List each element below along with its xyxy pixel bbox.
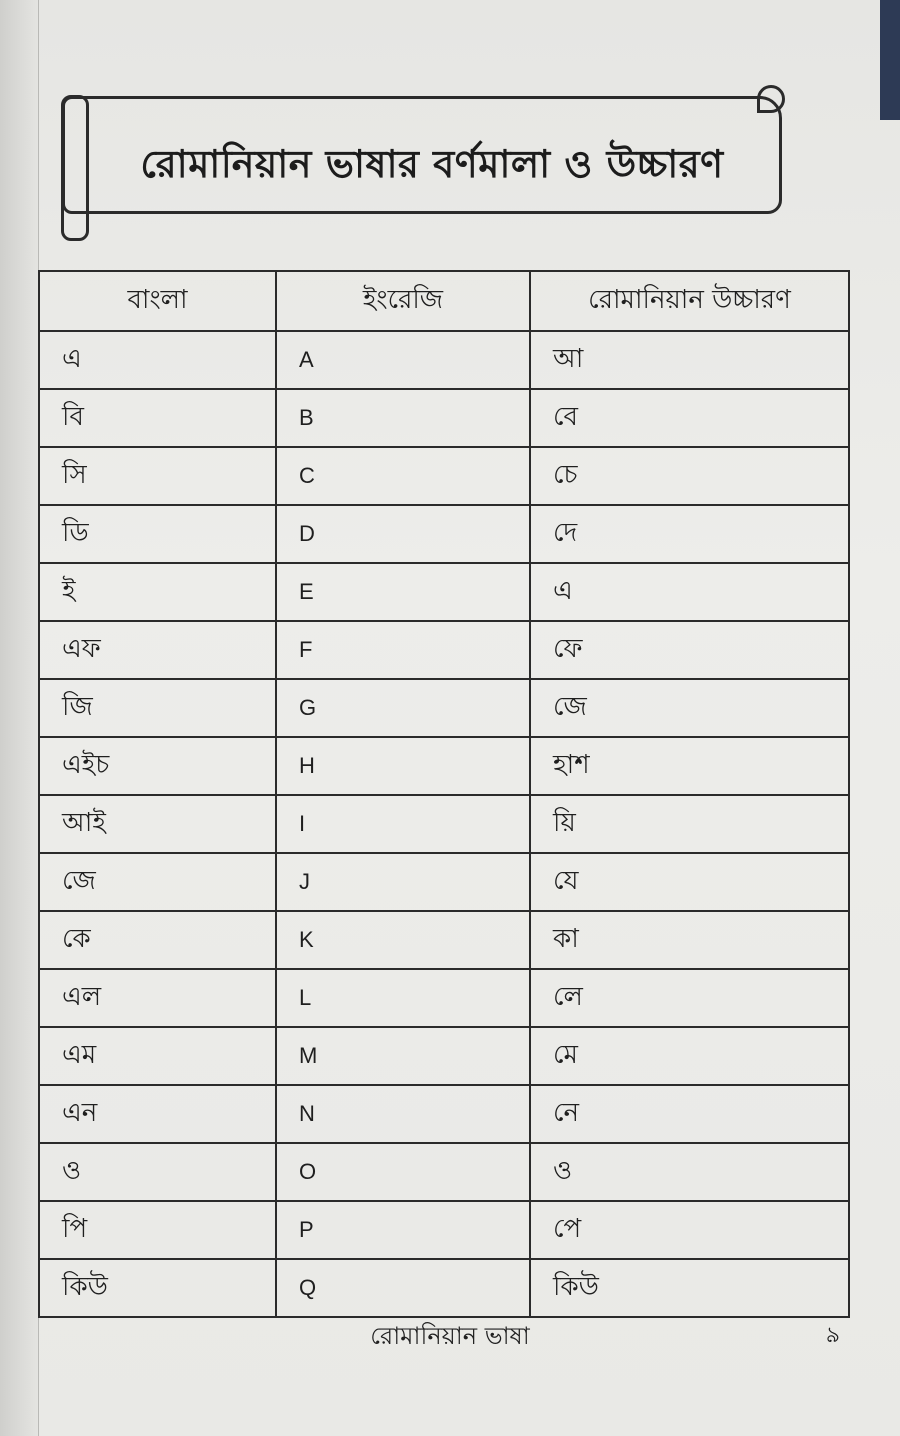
background-object xyxy=(880,0,900,120)
table-row xyxy=(39,1201,849,1259)
table-row xyxy=(39,621,849,679)
cell-english: E xyxy=(276,563,530,621)
cell-pronunciation: কা xyxy=(530,911,849,969)
cell-english: M xyxy=(276,1027,530,1085)
table-row xyxy=(39,1027,849,1085)
cell-english: C xyxy=(276,447,530,505)
cell-english: P xyxy=(276,1201,530,1259)
table-row xyxy=(39,679,849,737)
cell-english: I xyxy=(276,795,530,853)
cell-english: N xyxy=(276,1085,530,1143)
cell-pronunciation: লে xyxy=(530,969,849,1027)
cell-english: Q xyxy=(276,1259,530,1317)
cell-english: O xyxy=(276,1143,530,1201)
cell-bangla: জে xyxy=(39,853,276,911)
cell-english: G xyxy=(276,679,530,737)
cell-pronunciation: ফে xyxy=(530,621,849,679)
cell-bangla: জি xyxy=(39,679,276,737)
cell-english: D xyxy=(276,505,530,563)
cell-bangla: বি xyxy=(39,389,276,447)
title-banner xyxy=(62,96,782,214)
cell-pronunciation: এ xyxy=(530,563,849,621)
cell-pronunciation: যে xyxy=(530,853,849,911)
table-row xyxy=(39,389,849,447)
scroll-curl-left xyxy=(61,95,89,241)
table-row xyxy=(39,447,849,505)
cell-pronunciation: কিউ xyxy=(530,1259,849,1317)
table-row xyxy=(39,911,849,969)
cell-bangla: সি xyxy=(39,447,276,505)
header-bangla: বাংলা xyxy=(39,271,276,331)
cell-bangla: এফ xyxy=(39,621,276,679)
cell-english: J xyxy=(276,853,530,911)
cell-pronunciation: পে xyxy=(530,1201,849,1259)
table-row xyxy=(39,969,849,1027)
cell-bangla: এন xyxy=(39,1085,276,1143)
page-title: রোমানিয়ান ভাষার বর্ণমালা ও উচ্চারণ xyxy=(140,142,724,186)
cell-bangla: কিউ xyxy=(39,1259,276,1317)
cell-pronunciation: মে xyxy=(530,1027,849,1085)
table-row xyxy=(39,853,849,911)
cell-english: K xyxy=(276,911,530,969)
cell-bangla: এল xyxy=(39,969,276,1027)
header-english: ইংরেজি xyxy=(276,271,530,331)
cell-english: H xyxy=(276,737,530,795)
table-row xyxy=(39,331,849,389)
page-footer: রোমানিয়ান ভাষা xyxy=(370,1322,530,1350)
table-row xyxy=(39,1259,849,1317)
scroll-curl-right xyxy=(757,85,785,113)
cell-pronunciation: চে xyxy=(530,447,849,505)
cell-pronunciation: য়ি xyxy=(530,795,849,853)
cell-english: A xyxy=(276,331,530,389)
page-number: ৯ xyxy=(825,1323,840,1348)
table-row xyxy=(39,795,849,853)
table-header-row xyxy=(39,271,849,331)
cell-pronunciation: হাশ xyxy=(530,737,849,795)
table-row xyxy=(39,1085,849,1143)
page-binding-edge xyxy=(0,0,39,1436)
cell-bangla: কে xyxy=(39,911,276,969)
cell-english: F xyxy=(276,621,530,679)
cell-pronunciation: বে xyxy=(530,389,849,447)
alphabet-table xyxy=(38,270,848,1318)
cell-bangla: ডি xyxy=(39,505,276,563)
cell-bangla: এ xyxy=(39,331,276,389)
cell-bangla: ই xyxy=(39,563,276,621)
cell-bangla: পি xyxy=(39,1201,276,1259)
table-row xyxy=(39,737,849,795)
cell-english: L xyxy=(276,969,530,1027)
cell-pronunciation: ও xyxy=(530,1143,849,1201)
cell-pronunciation: আ xyxy=(530,331,849,389)
table-row xyxy=(39,1143,849,1201)
cell-pronunciation: দে xyxy=(530,505,849,563)
cell-bangla: ও xyxy=(39,1143,276,1201)
header-romanian-pronunciation: রোমানিয়ান উচ্চারণ xyxy=(530,271,849,331)
cell-bangla: এইচ xyxy=(39,737,276,795)
cell-bangla: আই xyxy=(39,795,276,853)
cell-english: B xyxy=(276,389,530,447)
table-row xyxy=(39,563,849,621)
cell-pronunciation: জে xyxy=(530,679,849,737)
cell-bangla: এম xyxy=(39,1027,276,1085)
table-row xyxy=(39,505,849,563)
cell-pronunciation: নে xyxy=(530,1085,849,1143)
